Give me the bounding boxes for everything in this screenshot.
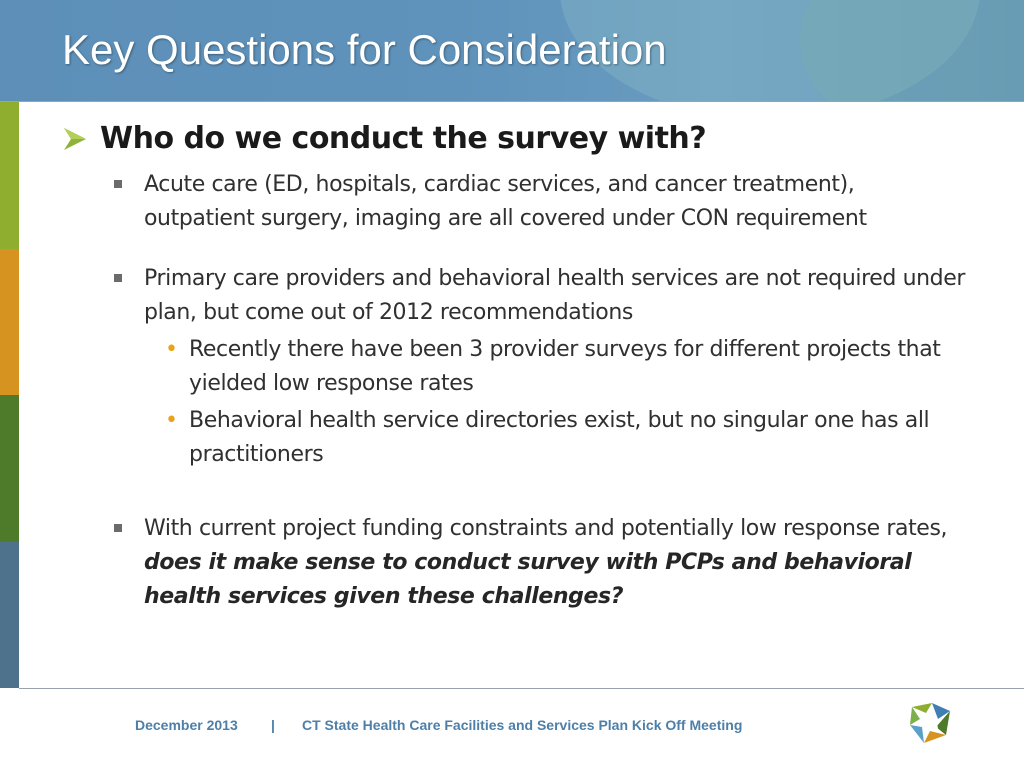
square-bullet-icon	[114, 180, 122, 188]
footer-meeting-title: CT State Health Care Facilities and Services Plan Kick Off Meeting	[302, 717, 743, 733]
sub-bullet-text: Behavioral health service directories exist, but no singular one has all practitioners	[189, 408, 930, 467]
slide-title: Key Questions for Consideration	[62, 26, 667, 73]
footer-separator: |	[271, 717, 275, 733]
ct-star-logo-icon	[906, 699, 954, 747]
footer-date: December 2013	[135, 717, 238, 733]
square-bullet-icon	[114, 524, 122, 532]
bullet-item	[144, 262, 974, 330]
bullet-text: Primary care providers and behavioral health services are not required under plan, but come out of 2012 recommendations	[144, 266, 966, 325]
dot-bullet-icon: •	[165, 337, 178, 362]
bullet-text: Acute care (ED, hospitals, cardiac services, and cancer treatment), outpatient surgery, imaging are all covered under CON requirement	[144, 172, 867, 231]
bullet-text-lead: With current project funding constraints and potentially low response rates,	[144, 516, 948, 541]
square-bullet-icon	[114, 274, 122, 282]
sub-bullet-text: Recently there have been 3 provider surveys for different projects that yielded low response rates	[189, 337, 941, 396]
bullet-item	[144, 168, 944, 236]
sub-bullet-item	[165, 333, 969, 401]
question-heading: Who do we conduct the survey with?	[100, 121, 707, 156]
dot-bullet-icon: •	[165, 408, 178, 433]
arrow-chevron-icon	[62, 126, 88, 152]
sub-bullet-item	[165, 404, 969, 472]
footer-divider	[19, 688, 1024, 689]
bullet-item	[144, 512, 974, 614]
bullet-text-emphasis: does it make sense to conduct survey with PCPs and behavioral health services given these challenges?	[144, 550, 912, 609]
